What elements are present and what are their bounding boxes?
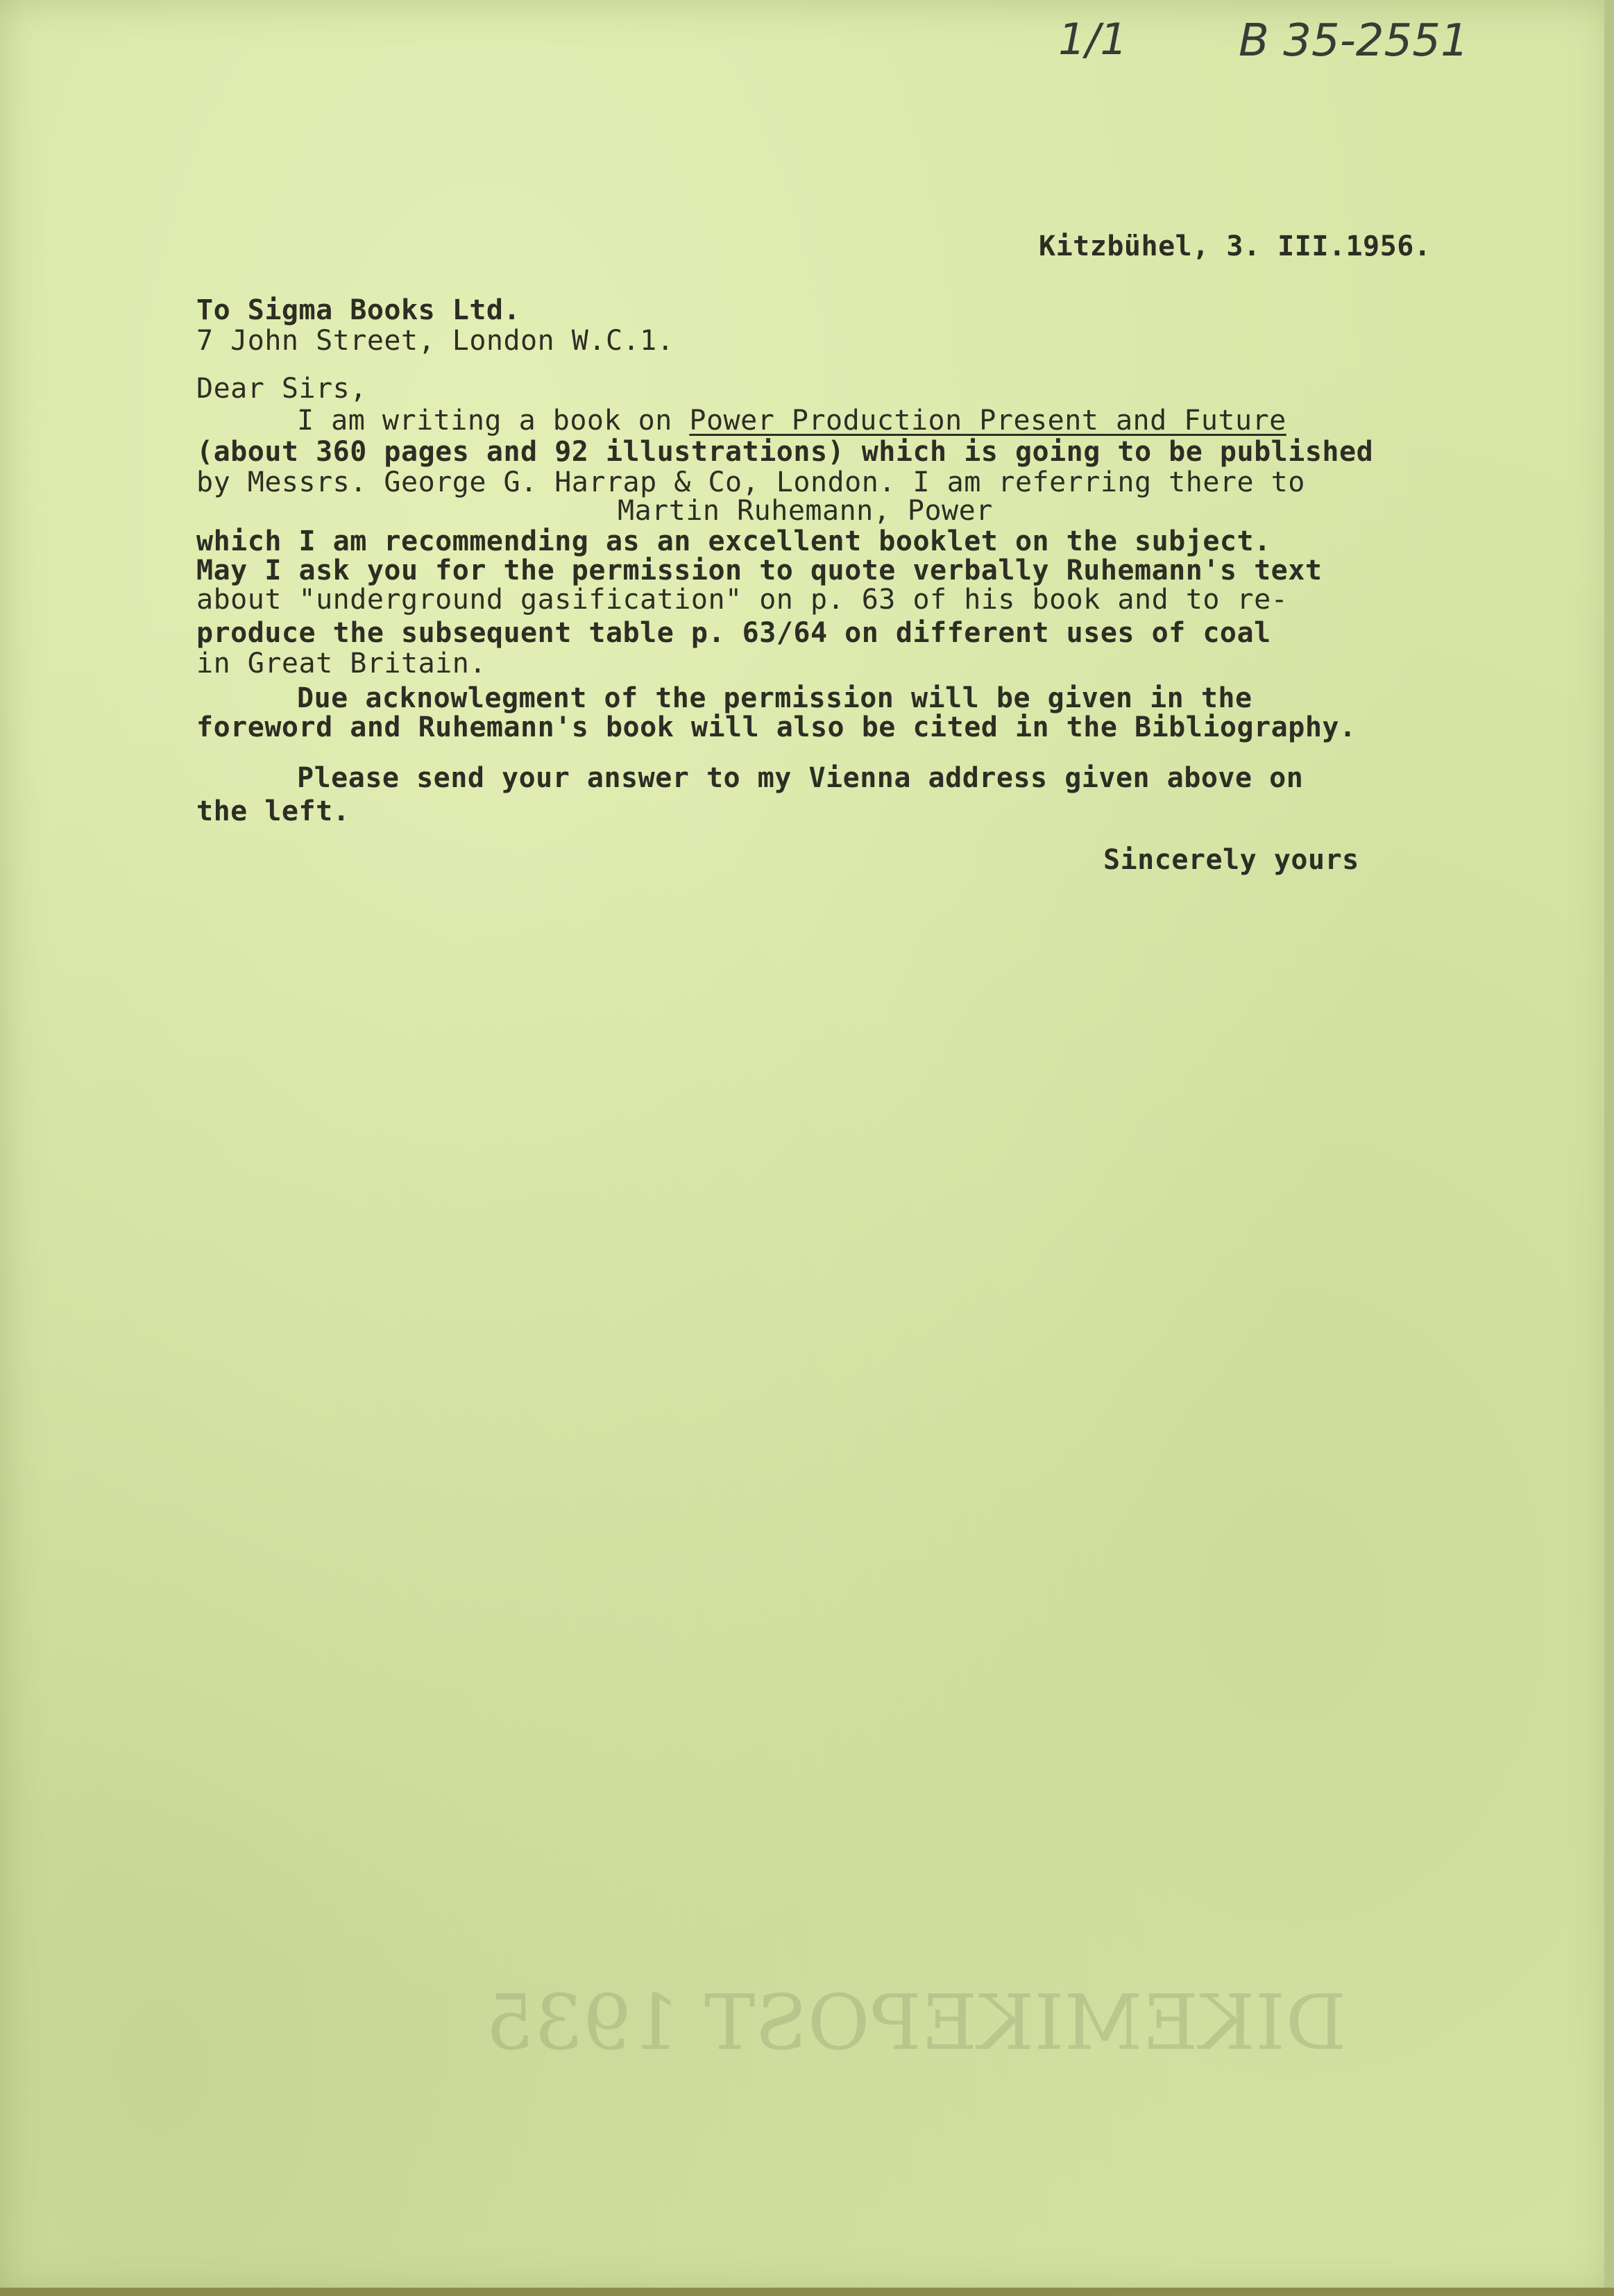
- body-line-8: produce the subsequent table p. 63/64 on different uses of coal: [196, 617, 1271, 649]
- archive-folio-mark: 1/1: [1058, 14, 1128, 65]
- body-line-3: by Messrs. George G. Harrap & Co, London. I am referring there to: [196, 466, 1305, 498]
- body-line-4: Martin Ruhemann, Power: [618, 495, 993, 527]
- body-line-5: which I am recommending as an excellent booklet on the subject.: [196, 525, 1271, 557]
- closing: Sincerely yours: [1103, 844, 1359, 876]
- body-line-1-text: I am writing a book on: [297, 405, 690, 437]
- body-line-2: (about 360 pages and 92 illustrations) which is going to be published: [196, 436, 1374, 468]
- salutation: Dear Sirs,: [196, 373, 367, 405]
- archive-reference-mark: B 35-2551: [1239, 15, 1469, 67]
- body-line-9: in Great Britain.: [196, 648, 486, 679]
- show-through-text: DIKEMIKEPOST 1935: [486, 1978, 1347, 2067]
- letter-body: [196, 0, 1584, 833]
- body-line-6: May I ask you for the permission to quote verbally Ruhemann's text: [196, 555, 1323, 586]
- paper-edge-right: [1604, 0, 1614, 2296]
- place-date: Kitzbühel, 3. III.1956.: [1039, 230, 1432, 262]
- body-line-12: Please send your answer to my Vienna address given above on: [297, 762, 1304, 794]
- body-line-7: about "underground gasification" on p. 63 of his book and to re-: [196, 584, 1289, 616]
- recipient-name: To Sigma Books Ltd.: [196, 294, 521, 326]
- body-line-1: [297, 405, 1286, 437]
- book-title: Power Production Present and Future: [689, 405, 1286, 437]
- body-line-13: the left.: [196, 795, 350, 827]
- body-line-11: foreword and Ruhemann's book will also be cited in the Bibliography.: [196, 711, 1357, 743]
- body-line-10: Due acknowlegment of the permission will be given in the: [297, 682, 1252, 714]
- paper-edge-bottom: [0, 2288, 1614, 2296]
- recipient-address: 7 John Street, London W.C.1.: [196, 325, 674, 357]
